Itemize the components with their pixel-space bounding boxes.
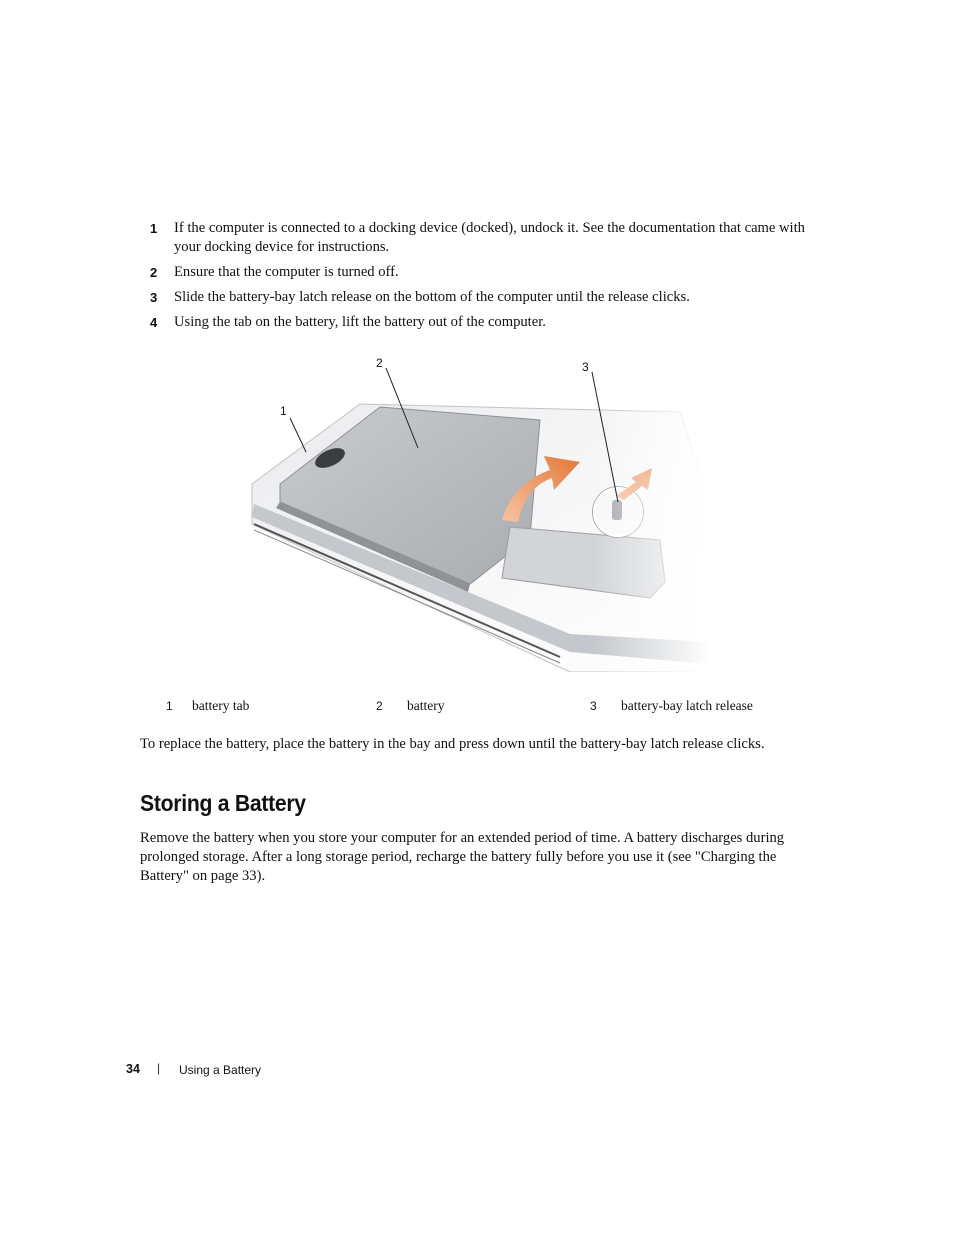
storage-paragraph: Remove the battery when you store your computer for an extended period of time. A battery discharges during prolonged storage. After a long storage period, recharge the battery fully before you use it (see "Charging the Battery" on page 33). <box>140 830 785 884</box>
step-number: 4 <box>150 315 158 330</box>
step-3 <box>150 288 810 307</box>
step-text: If the computer is connected to a docking device (docked), undock it. See the documentation that came with your docking device for instructions. <box>174 220 805 255</box>
legend-label: battery tab <box>192 698 250 713</box>
battery-removal-drawing <box>240 352 710 672</box>
step-text: Ensure that the computer is turned off. <box>174 264 399 280</box>
replace-battery-paragraph: To replace the battery, place the battery in the bay and press down until the battery-bay latch release clicks. <box>140 736 765 752</box>
image-fade <box>240 352 710 672</box>
page-number: 34 <box>126 1062 140 1076</box>
step-2 <box>150 263 810 282</box>
step-text: Slide the battery-bay latch release on the bottom of the computer until the release clicks. <box>174 289 690 305</box>
legend-label: battery <box>407 698 445 713</box>
legend-number: 2 <box>376 699 383 713</box>
step-text: Using the tab on the battery, lift the battery out of the computer. <box>174 314 546 330</box>
legend-label: battery-bay latch release <box>621 698 753 713</box>
callout-3: 3 <box>582 360 589 374</box>
procedure-steps <box>150 219 810 338</box>
battery-removal-illustration <box>240 352 710 672</box>
step-1 <box>150 219 810 257</box>
figure-legend <box>0 698 954 718</box>
section-heading: Storing a Battery <box>140 790 306 816</box>
legend-number: 3 <box>590 699 597 713</box>
footer-separator: | <box>157 1061 161 1075</box>
callout-2: 2 <box>376 356 383 370</box>
step-number: 1 <box>150 221 158 236</box>
step-4 <box>150 313 810 332</box>
step-number: 2 <box>150 265 158 280</box>
chapter-title: Using a Battery <box>179 1063 262 1077</box>
callout-1: 1 <box>280 404 287 418</box>
step-number: 3 <box>150 290 158 305</box>
legend-number: 1 <box>166 699 173 713</box>
